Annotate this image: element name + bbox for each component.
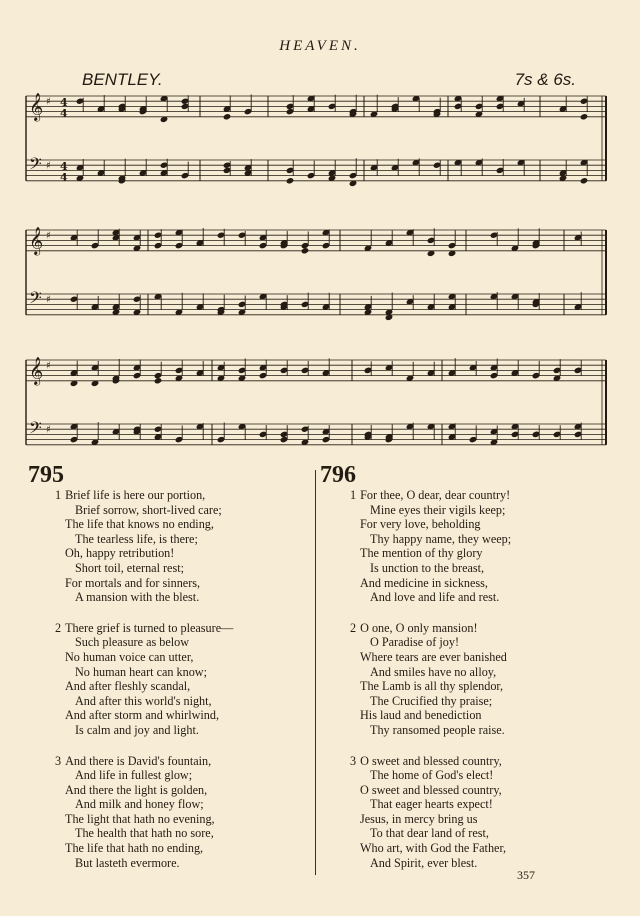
line-text: O sweet and blessed country,	[360, 753, 502, 768]
stanza-line: And after storm and whirlwind,	[65, 708, 220, 723]
stanza	[320, 754, 620, 871]
note-head	[286, 177, 295, 184]
time-signature-bass: 4	[60, 160, 68, 173]
treble-clef-icon: 𝄞	[29, 226, 44, 255]
stanza-number: 1	[350, 488, 357, 502]
line-text: O one, O only mansion!	[360, 620, 478, 635]
stanza-line: The health that hath no sore,	[75, 826, 214, 841]
stanza-line: Brief sorrow, short-lived care;	[75, 502, 222, 517]
sharp-icon: ♯	[46, 424, 51, 436]
stanza	[320, 621, 620, 738]
note-head	[301, 247, 310, 254]
stanza-line: For mortals and for sinners,	[65, 575, 201, 590]
note-head	[223, 113, 232, 120]
stanza-line: And there the light is golden,	[65, 782, 208, 797]
stanza-line	[28, 754, 313, 769]
stanza-line: His laud and benediction	[360, 708, 482, 723]
stanza-line: O sweet and blessed country,	[360, 782, 502, 797]
stanza-line	[28, 488, 313, 503]
bass-clef-icon: 𝄢	[29, 153, 42, 178]
stanza-line: A mansion with the blest.	[75, 590, 200, 605]
stanza-line: And milk and honey flow;	[75, 797, 204, 812]
stanza	[320, 488, 620, 605]
hymn-number: 795	[28, 462, 64, 488]
stanza-line	[320, 754, 620, 769]
stanza-line: No human heart can know;	[75, 664, 207, 679]
sharp-icon: ♯	[46, 160, 51, 172]
note-head	[580, 177, 589, 184]
stanza-line: And Spirit, ever blest.	[370, 855, 478, 870]
stanza	[28, 754, 313, 871]
stanza-line: The tearless life, is there;	[75, 531, 198, 546]
time-signature-bass: 4	[60, 171, 68, 184]
stanza-line: Jesus, in mercy bring us	[360, 811, 478, 826]
stanza-line: The life that knows no ending,	[65, 517, 214, 532]
stanza-number: 3	[55, 753, 62, 768]
stanza-number: 3	[350, 753, 357, 768]
running-head: HEAVEN.	[279, 38, 361, 54]
stanza-line: And smiles have no alloy,	[370, 664, 497, 679]
stanza-number: 2	[350, 620, 357, 635]
hymn-number: 796	[320, 462, 356, 488]
stanza-line: Oh, happy retribution!	[65, 546, 175, 561]
bass-clef-icon: 𝄢	[29, 417, 42, 442]
sharp-icon: ♯	[46, 360, 51, 372]
stanza	[28, 488, 313, 605]
line-text: For thee, O dear, dear country!	[360, 488, 511, 502]
sharp-icon: ♯	[46, 294, 51, 306]
stanza-line	[320, 488, 620, 503]
stanza-line: No human voice can utter,	[65, 649, 194, 664]
stanza-line: O Paradise of joy!	[370, 635, 460, 650]
stanza-line	[320, 621, 620, 636]
stanza-number: 1	[55, 488, 62, 502]
time-signature-treble: 4	[60, 96, 68, 109]
line-text: There grief is turned to pleasure—	[65, 620, 234, 635]
staff-systems	[26, 93, 606, 446]
stanza-line	[28, 621, 313, 636]
stanza-line: And after fleshly scandal,	[65, 679, 191, 694]
stanza-line: The Lamb is all thy splendor,	[360, 679, 504, 694]
stanza-line: The life that hath no ending,	[65, 841, 204, 856]
page-number: 357	[517, 868, 535, 882]
stanza	[28, 621, 313, 738]
stanza-line: But lasteth evermore.	[75, 855, 180, 870]
sharp-icon: ♯	[46, 230, 51, 242]
stanza-line: Thy happy name, they weep;	[370, 531, 512, 546]
stanza-line: The home of God's elect!	[370, 768, 494, 783]
meter-label: 7s & 6s.	[514, 70, 576, 89]
treble-clef-icon: 𝄞	[29, 356, 44, 385]
line-text: And there is David's fountain,	[65, 753, 212, 768]
hymn-795	[28, 462, 313, 870]
stanza-line: The Crucified thy praise;	[370, 693, 493, 708]
stanza-line: And love and life and rest.	[370, 590, 500, 605]
stanza-line: Who art, with God the Father,	[360, 841, 507, 856]
stanza-line: And medicine in sickness,	[360, 575, 488, 590]
note-head	[580, 113, 589, 120]
stanza-line: Is calm and joy and light.	[75, 722, 199, 737]
stanza-line: Where tears are ever banished	[360, 649, 507, 664]
stanza-line: Mine eyes their vigils keep;	[370, 502, 506, 517]
stanza-line: For very love, beholding	[360, 517, 481, 532]
tune-name: BENTLEY.	[82, 70, 163, 89]
stanza-line: The mention of thy glory	[360, 546, 483, 561]
bass-clef-icon: 𝄢	[29, 287, 42, 312]
stanza-line: And life in fullest glow;	[75, 768, 193, 783]
stanza-line: Thy ransomed people raise.	[370, 722, 505, 737]
stanza-line: That eager hearts expect!	[370, 797, 493, 812]
stanza-number: 2	[55, 620, 62, 635]
note-head	[154, 377, 163, 384]
line-text: Brief life is here our portion,	[65, 488, 206, 502]
treble-clef-icon: 𝄞	[29, 92, 44, 121]
stanza-line: Is unction to the breast,	[370, 560, 485, 575]
stanza-line: Short toil, eternal rest;	[75, 560, 184, 575]
stanza-line: And after this world's night,	[75, 693, 212, 708]
sharp-icon: ♯	[46, 96, 51, 108]
column-divider	[315, 470, 316, 875]
hymn-796	[320, 462, 620, 870]
stanza-line: Such pleasure as below	[75, 635, 190, 650]
stanza-line: To that dear land of rest,	[370, 826, 489, 841]
stanza-line: The light that hath no evening,	[65, 811, 215, 826]
time-signature-treble: 4	[60, 107, 68, 120]
